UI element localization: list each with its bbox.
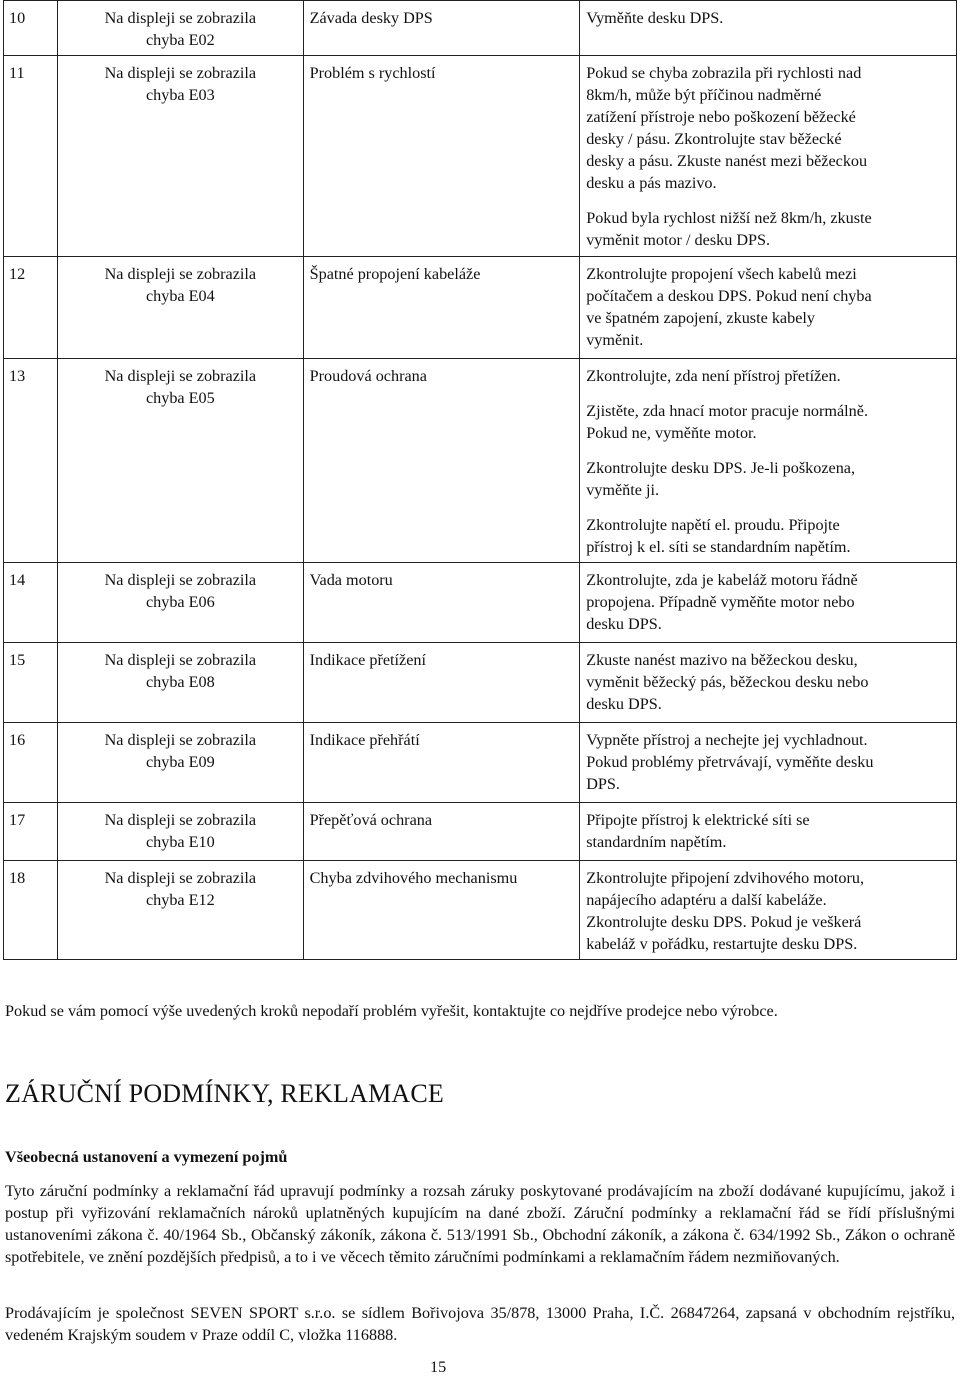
error-description: [58, 257, 304, 359]
error-cause: [303, 723, 580, 803]
solution-line: Vyměňte desku DPS.: [586, 9, 724, 27]
solution-line: Zjistěte, zda hnací motor pracuje normálně.: [586, 402, 869, 420]
error-cause: [303, 359, 580, 563]
solution-step: [586, 365, 950, 387]
solution-step: [586, 867, 950, 955]
solution-line: Pokud byla rychlost nižší než 8km/h, zkuste: [586, 209, 872, 227]
error-cause-text: Závada desky DPS: [309, 9, 433, 27]
row-number: 16: [4, 723, 58, 803]
error-description: [58, 563, 304, 643]
error-description-line: chyba E09: [145, 753, 215, 771]
error-description-line: Na displeji se zobrazila: [104, 64, 257, 82]
solution-line: Zkontrolujte desku DPS. Pokud je veškerá: [586, 913, 862, 931]
solution-step: [586, 809, 950, 853]
solution-line: počítačem a deskou DPS. Pokud není chyba: [586, 287, 872, 305]
solution-line: Zkuste nanést mazivo na běžeckou desku,: [586, 651, 858, 669]
solution-line: zatížení přístroje nebo poškození běžecké: [586, 108, 856, 126]
error-description: [58, 359, 304, 563]
solution-step: [586, 569, 950, 635]
solution-line: Pokud problémy přetrvávají, vyměňte desku: [586, 753, 874, 771]
row-number: 14: [4, 563, 58, 643]
error-cause: [303, 643, 580, 723]
page-number: 15: [430, 1358, 447, 1376]
solution-line: ve špatném zapojení, zkuste kabely: [586, 309, 815, 327]
error-solution: [580, 861, 957, 960]
solution-step: [586, 649, 950, 715]
error-cause: [303, 56, 580, 257]
error-solution: [580, 56, 957, 257]
error-description: [58, 861, 304, 960]
error-description-line: chyba E08: [145, 673, 215, 691]
table-row: [4, 861, 957, 960]
after-table-note: Pokud se vám pomocí výše uvedených kroků nepodaří problém vyřešit, kontaktujte co nejdříve prodejce nebo výrobce.: [5, 1002, 778, 1020]
error-description-line: Na displeji se zobrazila: [104, 571, 257, 589]
error-description-line: Na displeji se zobrazila: [104, 731, 257, 749]
error-description: [58, 1, 304, 56]
error-cause: [303, 1, 580, 56]
error-description-line: Na displeji se zobrazila: [104, 367, 257, 385]
solution-line: Zkontrolujte připojení zdvihového motoru,: [586, 869, 865, 887]
solution-line: vyměnit běžecký pás, běžeckou desku nebo: [586, 673, 869, 691]
solution-line: 8km/h, může být příčinou nadměrné: [586, 86, 822, 104]
error-solution: [580, 359, 957, 563]
solution-line: Připojte přístroj k elektrické síti se: [586, 811, 810, 829]
row-number: 13: [4, 359, 58, 563]
error-cause-text: Chyba zdvihového mechanismu: [309, 869, 518, 887]
error-description-line: Na displeji se zobrazila: [104, 811, 257, 829]
solution-line: desky / pásu. Zkontrolujte stav běžecké: [586, 130, 842, 148]
solution-step: [586, 729, 950, 795]
row-number: 11: [4, 56, 58, 257]
row-number: 17: [4, 803, 58, 861]
warranty-paragraph-1: Tyto záruční podmínky a reklamační řád upravují podmínky a rozsah záruky poskytované prodávajícím na zboží dodávané kupujícímu, jakož i postup při vyřizování reklamačních nároků uplatněných kupujícím na dané zboží. Záruční podmínky a reklamační řád se řídí příslušnými ustanoveními zákona č. 40/1964 Sb., Občanský zákoník, zákona č. 513/1991 Sb., Obchodní zákoník, a zákona č. 634/1992 Sb., Zákon o ochraně spotřebitele, ve znění pozdějších předpisů, a to i ve věcech těmito záručními podmínkami a reklamačním řádem nezmiňovaných.: [5, 1182, 955, 1266]
error-cause-text: Přepěťová ochrana: [309, 811, 433, 829]
warranty-subtitle: Všeobecná ustanovení a vymezení pojmů: [5, 1148, 288, 1166]
error-cause-text: Proudová ochrana: [309, 367, 427, 385]
row-number: 12: [4, 257, 58, 359]
table-row: [4, 1, 957, 56]
error-description-line: Na displeji se zobrazila: [104, 9, 257, 27]
table-row: [4, 56, 957, 257]
solution-step: [586, 7, 950, 29]
error-description: [58, 56, 304, 257]
error-description-line: chyba E05: [145, 389, 215, 407]
solution-line: vyměnit motor / desku DPS.: [586, 231, 771, 249]
solution-line: Zkontrolujte, zda není přístroj přetížen.: [586, 367, 841, 385]
warranty-paragraph-2: Prodávajícím je společnost SEVEN SPORT s.r.o. se sídlem Bořivojova 35/878, 13000 Praha, I.Č. 26847264, zapsaná v obchodním rejstříku, vedeném Krajským soudem v Praze oddíl C, vložka 116888.: [5, 1304, 955, 1344]
error-description: [58, 803, 304, 861]
solution-line: Zkontrolujte propojení všech kabelů mezi: [586, 265, 857, 283]
solution-line: DPS.: [586, 775, 620, 793]
troubleshooting-table-body: [4, 1, 957, 960]
error-description-line: Na displeji se zobrazila: [104, 265, 257, 283]
table-row: [4, 563, 957, 643]
error-cause-text: Problém s rychlostí: [309, 64, 436, 82]
error-cause: [303, 563, 580, 643]
solution-line: vyměnit.: [586, 331, 644, 349]
solution-step: [586, 400, 950, 444]
error-description-line: chyba E04: [145, 287, 215, 305]
solution-line: Zkontrolujte, zda je kabeláž motoru řádně: [586, 571, 858, 589]
solution-line: vyměňte ji.: [586, 481, 660, 499]
warranty-title: ZÁRUČNÍ PODMÍNKY, REKLAMACE: [5, 1079, 444, 1108]
error-description-line: chyba E12: [145, 891, 215, 909]
error-cause-text: Špatné propojení kabeláže: [309, 265, 481, 283]
error-description-line: chyba E10: [145, 833, 215, 851]
error-description-line: chyba E03: [145, 86, 215, 104]
error-solution: [580, 723, 957, 803]
error-description-line: chyba E06: [145, 593, 215, 611]
error-description-line: chyba E02: [145, 31, 215, 49]
solution-step: [586, 263, 950, 351]
error-cause: [303, 803, 580, 861]
error-description-line: Na displeji se zobrazila: [104, 869, 257, 887]
error-solution: [580, 803, 957, 861]
error-cause-text: Vada motoru: [309, 571, 393, 589]
row-number: 18: [4, 861, 58, 960]
solution-line: Zkontrolujte napětí el. proudu. Připojte: [586, 516, 840, 534]
table-row: [4, 643, 957, 723]
error-description-line: Na displeji se zobrazila: [104, 651, 257, 669]
table-row: [4, 723, 957, 803]
table-row: [4, 359, 957, 563]
table-row: [4, 257, 957, 359]
solution-line: Pokud se chyba zobrazila při rychlosti nad: [586, 64, 862, 82]
error-solution: [580, 643, 957, 723]
row-number: 15: [4, 643, 58, 723]
error-cause: [303, 861, 580, 960]
solution-step: [586, 62, 950, 194]
table-row: [4, 803, 957, 861]
solution-line: desku a pás mazivo.: [586, 174, 717, 192]
solution-line: desky a pásu. Zkuste nanést mezi běžeckou: [586, 152, 868, 170]
error-description: [58, 643, 304, 723]
error-description: [58, 723, 304, 803]
row-number: 10: [4, 1, 58, 56]
solution-step: [586, 207, 950, 251]
solution-line: přístroj k el. síti se standardním napětím.: [586, 538, 851, 556]
error-solution: [580, 257, 957, 359]
error-cause-text: Indikace přehřátí: [309, 731, 420, 749]
solution-line: desku DPS.: [586, 615, 662, 633]
solution-line: Zkontrolujte desku DPS. Je-li poškozena,: [586, 459, 856, 477]
error-solution: [580, 563, 957, 643]
solution-line: napájecího adaptéru a další kabeláže.: [586, 891, 827, 909]
solution-line: propojena. Případně vyměňte motor nebo: [586, 593, 855, 611]
error-solution: [580, 1, 957, 56]
solution-line: Pokud ne, vyměňte motor.: [586, 424, 757, 442]
troubleshooting-table: [3, 0, 957, 960]
solution-line: kabeláž v pořádku, restartujte desku DPS.: [586, 935, 858, 953]
solution-line: desku DPS.: [586, 695, 662, 713]
solution-line: Vypněte přístroj a nechejte jej vychladnout.: [586, 731, 868, 749]
solution-step: [586, 514, 950, 558]
error-cause: [303, 257, 580, 359]
solution-line: standardním napětím.: [586, 833, 727, 851]
solution-step: [586, 457, 950, 501]
error-cause-text: Indikace přetížení: [309, 651, 427, 669]
